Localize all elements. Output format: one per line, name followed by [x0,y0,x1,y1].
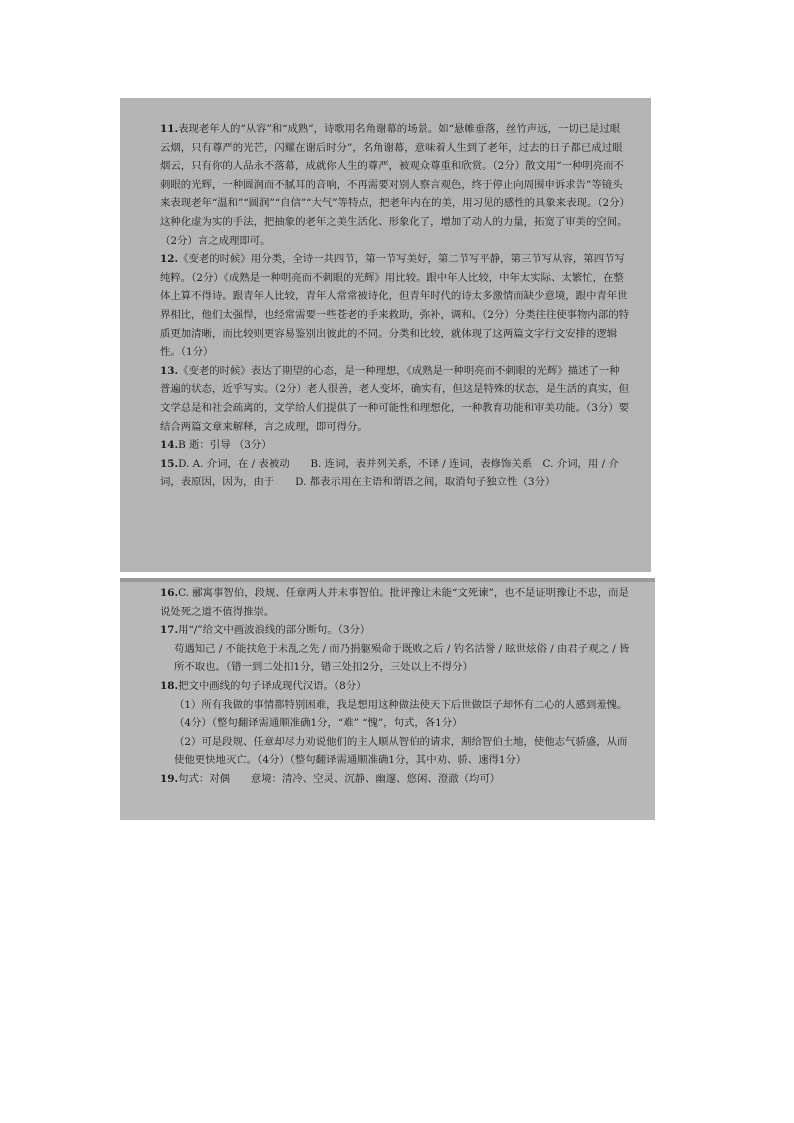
answer-13: 13.《变老的时候》表达了期望的心态，是一种理想，《成熟是一种明亮而不刺眼的光辉》描述了一种普遍的状态，近乎写实。（2分）老人很善，老人变坏，确实有，但这是特殊的状态，是生活的真实，但文学总是和社会疏离的，文学给人们提供了一种可能性和理想化，一种教育功能和审美功能。（3分）要结合两篇文章来解释，言之成理，即可得分。 [160,364,629,433]
answer-11: 11.表现老年人的“从容”和“成熟”，诗歌用名角谢幕的场景。如“悬帷垂落，丝竹声远，一切已是过眼云烟，只有尊严的光芒，闪耀在谢后时分”，名角谢幕，意味着人生到了老年，过去的日子都已成过眼烟云，只有你的人品永不落幕，成就你人生的尊严，被观众尊重和欣赏。（2分）散文用“一种明亮而不刺眼的光辉，一种圆润而不腻耳的音响，不再需要对别人察言观色，终于停止向周围申诉求告”等镜头来表现老年“温和”“圆润”“自信”“大气”等特点，把老年内在的美，用习见的感性的具象来表现。（2分）这种化虚为实的手法，把抽象的老年之美生活化、形象化了，增加了动人的力量，拓宽了审美的空间。（2分）言之成理即可。 [160,123,628,247]
scanned-page-bottom [120,578,655,820]
answer-19: 19.句式：对偶 意境：清冷、空灵、沉静、幽邃、悠闲、澄澈（均可） [160,772,501,785]
answer-12: 12.《变老的时候》用分类，全诗一共四节，第一节写美好，第二节写平静，第三节写从容，第四节写纯粹。（2分）《成熟是一种明亮而不刺眼的光辉》用比较。跟中年人比较，中年太实际、太繁忙，在整体上算不得诗。跟青年人比较，青年人常常被诗化，但青年时代的诗太多激情而缺少意境，跟中青年世界相比，他们太强悍，也经常需要一些苍老的手来救助，弥补，调和。（2分）分类往往使事物内部的特质更加清晰，而比较则更容易鉴别出彼此的不同。分类和比较，就体现了这两篇文字行文安排的逻辑性。（1分） [160,253,629,359]
scanned-page-top [120,98,651,572]
scan-edge [120,578,655,582]
answer-block-top [160,120,629,492]
answer-14: 14.B 逝：引导 （3分） [160,439,272,452]
answer-17: 17.用“/”给文中画波浪线的部分断句。（3分） [160,624,371,637]
answer-17-detail: 苟遇知己 / 不能扶危于未乱之先 / 而乃捐躯殒命于既败之后 / 钓名沽誉 / 眩世炫俗 / 由君子观之 / 皆所不取也。（错一到二处扣1分，错三处扣2分，三处以上不得分） [174,642,630,674]
answer-18: 18.把文中画线的句子译成现代汉语。（8分） [160,679,367,692]
answer-15: 15.D. A. 介词，在 / 表被动 B. 连词，表并列关系，不译 / 连词，表修饰关系 C. 介词，用 / 介词，表原因，因为，由于 D. 都表示用在主语和谓语之间，取消句子独立性（3分） [160,457,619,489]
answer-16: 16.C. 郦寓事智伯，段规、任章两人并未事智伯。批评豫让未能“文死谏”，也不是证明豫让不忠，而是说处死之道不值得推崇。 [160,587,629,618]
answer-18-part-1: （1）所有我做的事情都特别困难，我是想用这种做法使天下后世做臣子却怀有二心的人感到羞愧。（4分）（整句翻译需通顺准确1分，“难” “愧”，句式，各1分） [174,698,628,730]
answer-block-bottom [160,584,631,789]
answer-18-part-2: （2）可是段规、任章却尽力劝说他们的主人顺从智伯的请求，割给智伯土地，使他志气骄盛，从而使他更快地灭亡。（4分）（整句翻译需通顺准确1分，其中劝、骄、速得1分） [174,735,628,767]
